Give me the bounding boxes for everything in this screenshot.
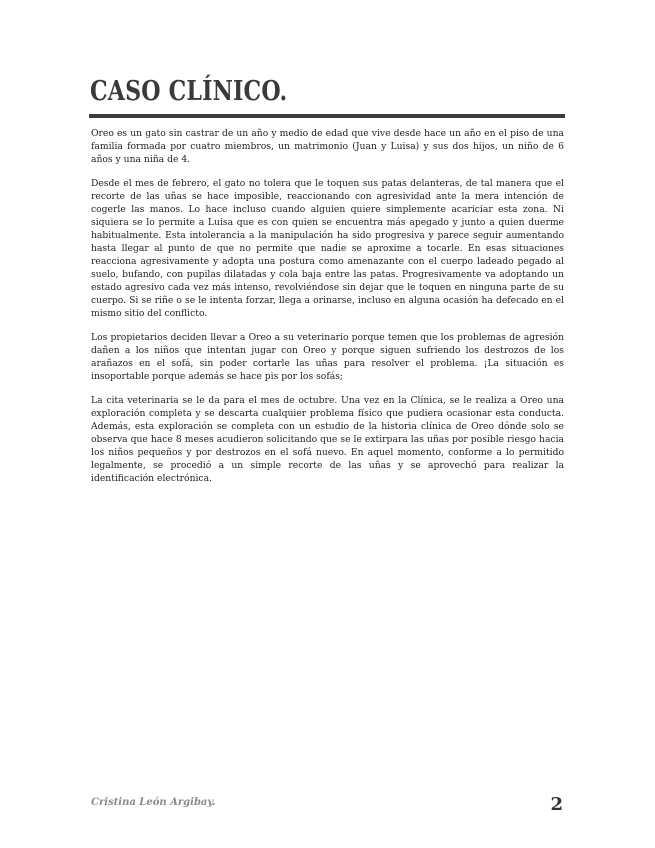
title-underline-rule	[89, 114, 565, 118]
page-number: 2	[550, 794, 563, 815]
paragraph-owners-concern: Los propietarios deciden llevar a Oreo a su veterinario porque temen que los problemas de agresión dañen a los niños que intentan jugar con Oreo y porque siguen sufriendo los destrozos de los arañazos en el sofá, sin poder cortarle las uñas para resolver el problema. ¡La situación es insoportable porque además se hace pis por los sofás;	[91, 332, 564, 382]
paragraph-symptoms: Desde el mes de febrero, el gato no tolera que le toquen sus patas delanteras, de tal manera que el recorte de las uñas se hace imposible, reaccionando con agresividad ante la mera intención de cogerle las manos. Lo hace incluso cuando alguien quiere simplemente acariciar esta zona. Ni siquiera se lo permite a Luisa que es con quien se encuentra más apegado y junto a quien duerme habitualmente. Esta intolerancia a la manipulación ha sido progresiva y parece seguir aumentando hasta llegar al punto de que no permite que nadie se aproxime a tocarle. En esas situaciones reacciona agresivamente y adopta una postura como amenazante con el cuerpo ladeado pegado al suelo, bufando, con pupilas dilatadas y cola baja entre las patas. Progresivamente va adoptando un estado agresivo cada vez más intenso, revolviéndose sin dejar que le toquen en ninguna parte de su cuerpo. Si se riñe o se le intenta forzar, llega a orinarse, incluso en alguna ocasión ha defecado en el mismo sitio del conflicto.	[91, 178, 564, 319]
footer-author: Cristina León Argibay.	[91, 797, 216, 808]
page-title: CASO CLÍNICO.	[90, 76, 288, 107]
case-body	[91, 127, 564, 496]
paragraph-intro: Oreo es un gato sin castrar de un año y medio de edad que vive desde hace un año en el piso de una familia formada por cuatro miembros, un matrimonio (Juan y Luisa) y sus dos hijos, un niño de 6 años y una niña de 4.	[91, 128, 564, 165]
paragraph-vet-visit: La cita veterinaria se le da para el mes de octubre. Una vez en la Clínica, se le realiza a Oreo una exploración completa y se descarta cualquier problema físico que pudiera ocasionar esta conducta. Además, esta exploración se completa con un estudio de la historia clínica de Oreo dónde solo se observa que hace 8 meses acudieron solicitando que se le extirpara las uñas por posible riesgo hacia los niños pequeños y por destrozos en el sofá nuevo. En aquel momento, conforme a lo permitido legalmente, se procedió a un simple recorte de las uñas y se aprovechó para realizar la identificación electrónica.	[91, 395, 564, 484]
